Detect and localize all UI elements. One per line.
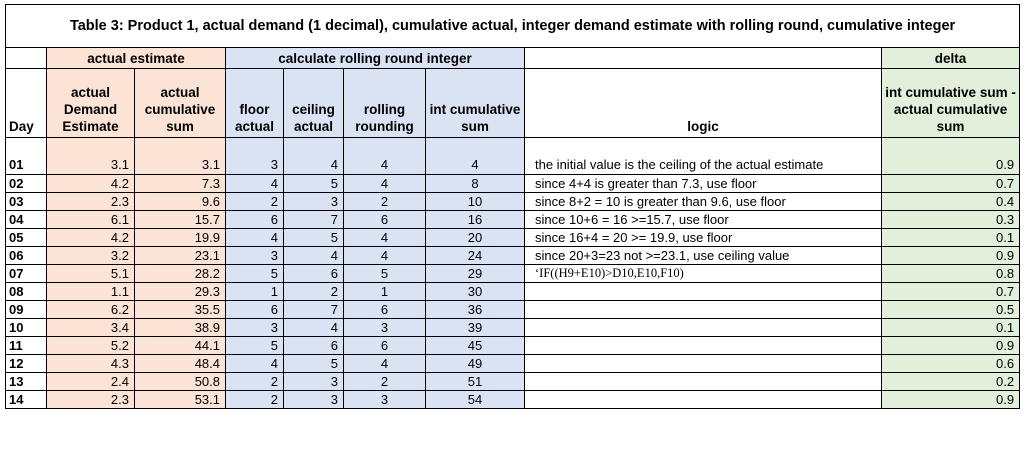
cell-floor-actual: 2 bbox=[226, 391, 284, 409]
cell-day: 13 bbox=[6, 373, 47, 391]
cell-actual-cumulative: 38.9 bbox=[135, 319, 226, 337]
cell-logic bbox=[525, 319, 882, 337]
cell-rolling-rounding: 4 bbox=[344, 229, 426, 247]
cell-rolling-rounding: 4 bbox=[344, 138, 426, 175]
cell-int-cumulative: 30 bbox=[426, 283, 525, 301]
cell-delta: 0.4 bbox=[882, 193, 1020, 211]
cell-floor-actual: 4 bbox=[226, 229, 284, 247]
cell-rolling-rounding: 2 bbox=[344, 193, 426, 211]
cell-delta: 0.5 bbox=[882, 301, 1020, 319]
cell-ceiling-actual: 5 bbox=[284, 229, 344, 247]
cell-logic bbox=[525, 337, 882, 355]
cell-ceiling-actual: 3 bbox=[284, 391, 344, 409]
cell-actual-cumulative: 53.1 bbox=[135, 391, 226, 409]
cell-day: 03 bbox=[6, 193, 47, 211]
table-row bbox=[6, 319, 1020, 337]
cell-int-cumulative: 39 bbox=[426, 319, 525, 337]
table-row bbox=[6, 391, 1020, 409]
column-header-int-cumulative: int cumulative sum bbox=[426, 69, 525, 138]
group-header-empty-day bbox=[6, 48, 47, 69]
cell-actual-cumulative: 50.8 bbox=[135, 373, 226, 391]
cell-delta: 0.2 bbox=[882, 373, 1020, 391]
table-row bbox=[6, 193, 1020, 211]
cell-actual-demand: 2.4 bbox=[47, 373, 135, 391]
cell-ceiling-actual: 6 bbox=[284, 265, 344, 283]
cell-ceiling-actual: 4 bbox=[284, 319, 344, 337]
cell-delta: 0.7 bbox=[882, 175, 1020, 193]
cell-rolling-rounding: 4 bbox=[344, 175, 426, 193]
cell-day: 04 bbox=[6, 211, 47, 229]
cell-int-cumulative: 10 bbox=[426, 193, 525, 211]
column-header-rolling-rounding: rolling rounding bbox=[344, 69, 426, 138]
cell-ceiling-actual: 3 bbox=[284, 373, 344, 391]
cell-actual-cumulative: 29.3 bbox=[135, 283, 226, 301]
cell-day: 07 bbox=[6, 265, 47, 283]
cell-logic bbox=[525, 391, 882, 409]
cell-actual-cumulative: 15.7 bbox=[135, 211, 226, 229]
cell-rolling-rounding: 5 bbox=[344, 265, 426, 283]
cell-actual-cumulative: 19.9 bbox=[135, 229, 226, 247]
cell-logic bbox=[525, 301, 882, 319]
cell-logic: since 8+2 = 10 is greater than 9.6, use floor bbox=[525, 193, 882, 211]
cell-floor-actual: 2 bbox=[226, 373, 284, 391]
cell-int-cumulative: 16 bbox=[426, 211, 525, 229]
cell-int-cumulative: 36 bbox=[426, 301, 525, 319]
cell-ceiling-actual: 2 bbox=[284, 283, 344, 301]
cell-ceiling-actual: 5 bbox=[284, 175, 344, 193]
cell-logic: the initial value is the ceiling of the actual estimate bbox=[525, 138, 882, 175]
cell-day: 06 bbox=[6, 247, 47, 265]
cell-delta: 0.7 bbox=[882, 283, 1020, 301]
cell-floor-actual: 1 bbox=[226, 283, 284, 301]
cell-ceiling-actual: 3 bbox=[284, 193, 344, 211]
cell-delta: 0.9 bbox=[882, 247, 1020, 265]
cell-rolling-rounding: 4 bbox=[344, 355, 426, 373]
cell-actual-demand: 5.2 bbox=[47, 337, 135, 355]
cell-actual-demand: 3.2 bbox=[47, 247, 135, 265]
table-row bbox=[6, 247, 1020, 265]
cell-day: 08 bbox=[6, 283, 47, 301]
cell-delta: 0.1 bbox=[882, 319, 1020, 337]
group-header-rolling: calculate rolling round integer bbox=[226, 48, 525, 69]
cell-logic bbox=[525, 283, 882, 301]
cell-int-cumulative: 45 bbox=[426, 337, 525, 355]
cell-int-cumulative: 20 bbox=[426, 229, 525, 247]
cell-floor-actual: 3 bbox=[226, 247, 284, 265]
cell-rolling-rounding: 4 bbox=[344, 247, 426, 265]
cell-rolling-rounding: 1 bbox=[344, 283, 426, 301]
cell-rolling-rounding: 3 bbox=[344, 391, 426, 409]
table-row bbox=[6, 301, 1020, 319]
cell-floor-actual: 6 bbox=[226, 211, 284, 229]
column-header-ceiling-actual: ceiling actual bbox=[284, 69, 344, 138]
table-row bbox=[6, 355, 1020, 373]
cell-int-cumulative: 29 bbox=[426, 265, 525, 283]
cell-actual-cumulative: 9.6 bbox=[135, 193, 226, 211]
cell-floor-actual: 5 bbox=[226, 337, 284, 355]
cell-day: 05 bbox=[6, 229, 47, 247]
cell-delta: 0.9 bbox=[882, 138, 1020, 175]
cell-logic: since 16+4 = 20 >= 19.9, use floor bbox=[525, 229, 882, 247]
cell-ceiling-actual: 7 bbox=[284, 211, 344, 229]
cell-logic: ‘IF((H9+E10)>D10,E10,F10) bbox=[525, 265, 882, 283]
spreadsheet-table-container bbox=[5, 4, 1020, 409]
cell-delta: 0.9 bbox=[882, 391, 1020, 409]
column-header-delta: int cumulative sum - actual cumulative sum bbox=[882, 69, 1020, 138]
cell-actual-cumulative: 28.2 bbox=[135, 265, 226, 283]
table-row bbox=[6, 211, 1020, 229]
cell-actual-demand: 3.1 bbox=[47, 138, 135, 175]
cell-floor-actual: 5 bbox=[226, 265, 284, 283]
cell-actual-cumulative: 7.3 bbox=[135, 175, 226, 193]
cell-actual-demand: 5.1 bbox=[47, 265, 135, 283]
cell-actual-cumulative: 44.1 bbox=[135, 337, 226, 355]
cell-logic: since 10+6 = 16 >=15.7, use floor bbox=[525, 211, 882, 229]
column-header-actual-cumulative: actual cumulative sum bbox=[135, 69, 226, 138]
cell-int-cumulative: 4 bbox=[426, 138, 525, 175]
cell-day: 09 bbox=[6, 301, 47, 319]
cell-day: 14 bbox=[6, 391, 47, 409]
cell-logic: since 4+4 is greater than 7.3, use floor bbox=[525, 175, 882, 193]
cell-delta: 0.1 bbox=[882, 229, 1020, 247]
table-row bbox=[6, 265, 1020, 283]
cell-ceiling-actual: 4 bbox=[284, 247, 344, 265]
cell-actual-demand: 2.3 bbox=[47, 193, 135, 211]
cell-floor-actual: 3 bbox=[226, 138, 284, 175]
cell-floor-actual: 4 bbox=[226, 355, 284, 373]
cell-actual-demand: 3.4 bbox=[47, 319, 135, 337]
cell-int-cumulative: 51 bbox=[426, 373, 525, 391]
cell-actual-demand: 2.3 bbox=[47, 391, 135, 409]
cell-day: 02 bbox=[6, 175, 47, 193]
group-header-empty-logic bbox=[525, 48, 882, 69]
cell-delta: 0.9 bbox=[882, 337, 1020, 355]
cell-floor-actual: 2 bbox=[226, 193, 284, 211]
cell-delta: 0.6 bbox=[882, 355, 1020, 373]
cell-actual-cumulative: 48.4 bbox=[135, 355, 226, 373]
cell-logic bbox=[525, 373, 882, 391]
cell-delta: 0.8 bbox=[882, 265, 1020, 283]
cell-actual-cumulative: 3.1 bbox=[135, 138, 226, 175]
cell-int-cumulative: 24 bbox=[426, 247, 525, 265]
cell-ceiling-actual: 7 bbox=[284, 301, 344, 319]
column-header-actual-demand: actual Demand Estimate bbox=[47, 69, 135, 138]
cell-int-cumulative: 49 bbox=[426, 355, 525, 373]
cell-int-cumulative: 8 bbox=[426, 175, 525, 193]
cell-actual-demand: 6.2 bbox=[47, 301, 135, 319]
table-row bbox=[6, 229, 1020, 247]
column-header-floor-actual: floor actual bbox=[226, 69, 284, 138]
cell-actual-demand: 4.2 bbox=[47, 175, 135, 193]
demand-table bbox=[5, 4, 1020, 409]
cell-actual-demand: 4.3 bbox=[47, 355, 135, 373]
cell-rolling-rounding: 6 bbox=[344, 337, 426, 355]
table-title: Table 3: Product 1, actual demand (1 decimal), cumulative actual, integer demand estimate with rolling round, cumulative integer bbox=[6, 5, 1020, 48]
cell-rolling-rounding: 3 bbox=[344, 319, 426, 337]
cell-day: 11 bbox=[6, 337, 47, 355]
cell-floor-actual: 6 bbox=[226, 301, 284, 319]
group-header-actual-estimate: actual estimate bbox=[47, 48, 226, 69]
column-header-day: Day bbox=[6, 69, 47, 138]
cell-day: 12 bbox=[6, 355, 47, 373]
cell-actual-cumulative: 35.5 bbox=[135, 301, 226, 319]
cell-actual-demand: 4.2 bbox=[47, 229, 135, 247]
cell-ceiling-actual: 6 bbox=[284, 337, 344, 355]
cell-ceiling-actual: 5 bbox=[284, 355, 344, 373]
cell-rolling-rounding: 6 bbox=[344, 301, 426, 319]
cell-actual-demand: 1.1 bbox=[47, 283, 135, 301]
cell-floor-actual: 4 bbox=[226, 175, 284, 193]
cell-delta: 0.3 bbox=[882, 211, 1020, 229]
cell-floor-actual: 3 bbox=[226, 319, 284, 337]
cell-actual-demand: 6.1 bbox=[47, 211, 135, 229]
cell-day: 01 bbox=[6, 138, 47, 175]
cell-int-cumulative: 54 bbox=[426, 391, 525, 409]
table-row bbox=[6, 373, 1020, 391]
table-row bbox=[6, 337, 1020, 355]
cell-rolling-rounding: 6 bbox=[344, 211, 426, 229]
group-header-delta: delta bbox=[882, 48, 1020, 69]
table-row bbox=[6, 138, 1020, 175]
table-row bbox=[6, 283, 1020, 301]
cell-ceiling-actual: 4 bbox=[284, 138, 344, 175]
cell-actual-cumulative: 23.1 bbox=[135, 247, 226, 265]
cell-logic bbox=[525, 355, 882, 373]
column-header-logic: logic bbox=[525, 69, 882, 138]
cell-logic: since 20+3=23 not >=23.1, use ceiling value bbox=[525, 247, 882, 265]
cell-day: 10 bbox=[6, 319, 47, 337]
table-row bbox=[6, 175, 1020, 193]
cell-rolling-rounding: 2 bbox=[344, 373, 426, 391]
